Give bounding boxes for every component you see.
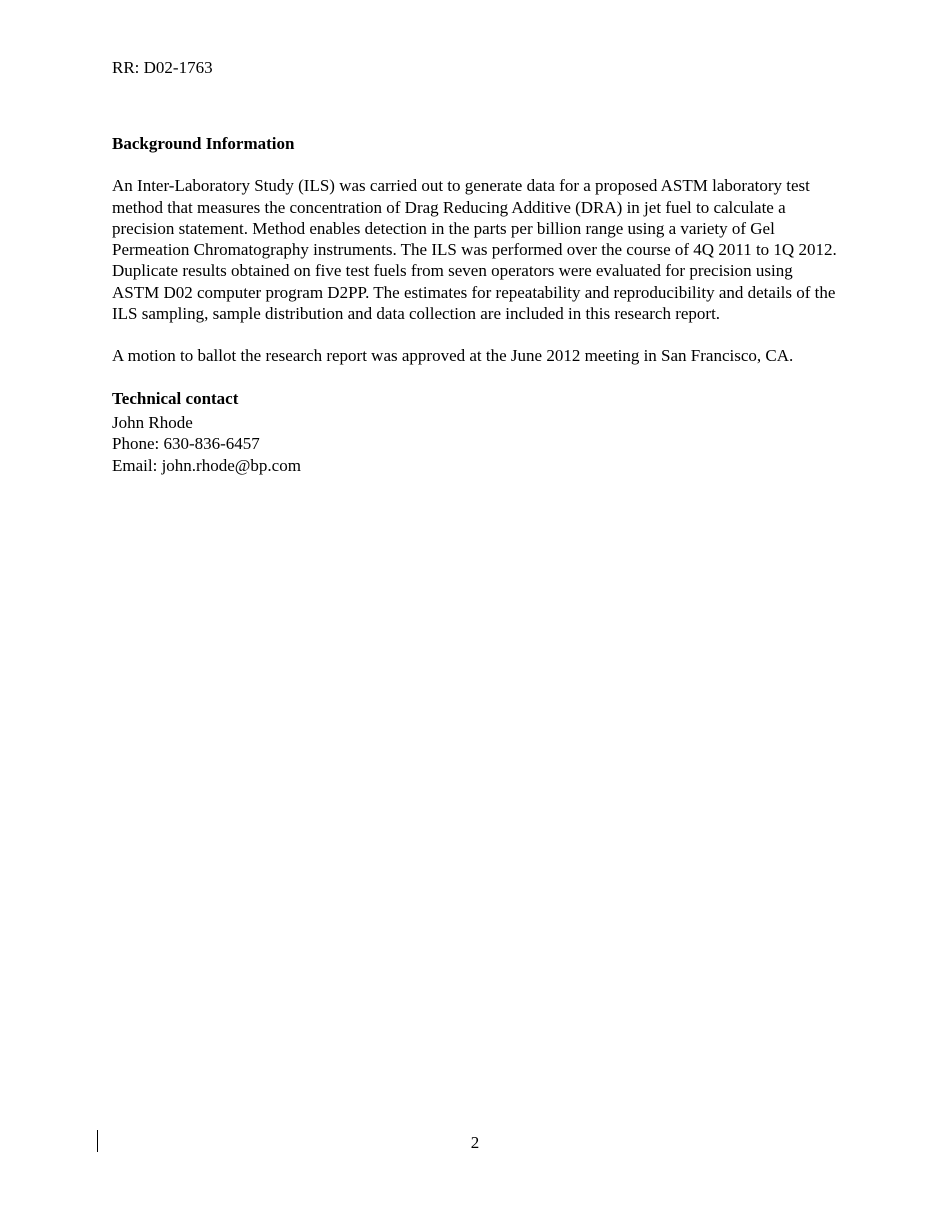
contact-email: Email: john.rhode@bp.com	[112, 455, 301, 475]
contact-name: John Rhode	[112, 412, 193, 432]
research-report-reference: RR: D02-1763	[112, 58, 213, 77]
background-paragraph-ils: An Inter-Laboratory Study (ILS) was carried out to generate data for a proposed ASTM laboratory test method that measures the concentration of Drag Reducing Additive (DRA) in jet fuel to calculate a precision statement. Method enables detection in the parts per billion range using a variety of Gel Permeation Chromatography instruments. The ILS was performed over the course of 4Q 2011 to 1Q 2012. Duplicate results obtained on five test fuels from seven operators were evaluated for precision using ASTM D02 computer program D2PP. The estimates for repeatability and reproducibility and details of the ILS sampling, sample distribution and data collection are included in this research report.	[112, 176, 837, 324]
background-paragraph-motion: A motion to ballot the research report was approved at the June 2012 meeting in San Francisco, CA.	[112, 346, 794, 366]
technical-contact-heading: Technical contact	[112, 388, 239, 408]
page-body	[112, 133, 842, 476]
page-number: 2	[470, 1133, 480, 1152]
contact-phone: Phone: 630-836-6457	[112, 434, 260, 454]
background-heading: Background Information	[112, 134, 295, 153]
